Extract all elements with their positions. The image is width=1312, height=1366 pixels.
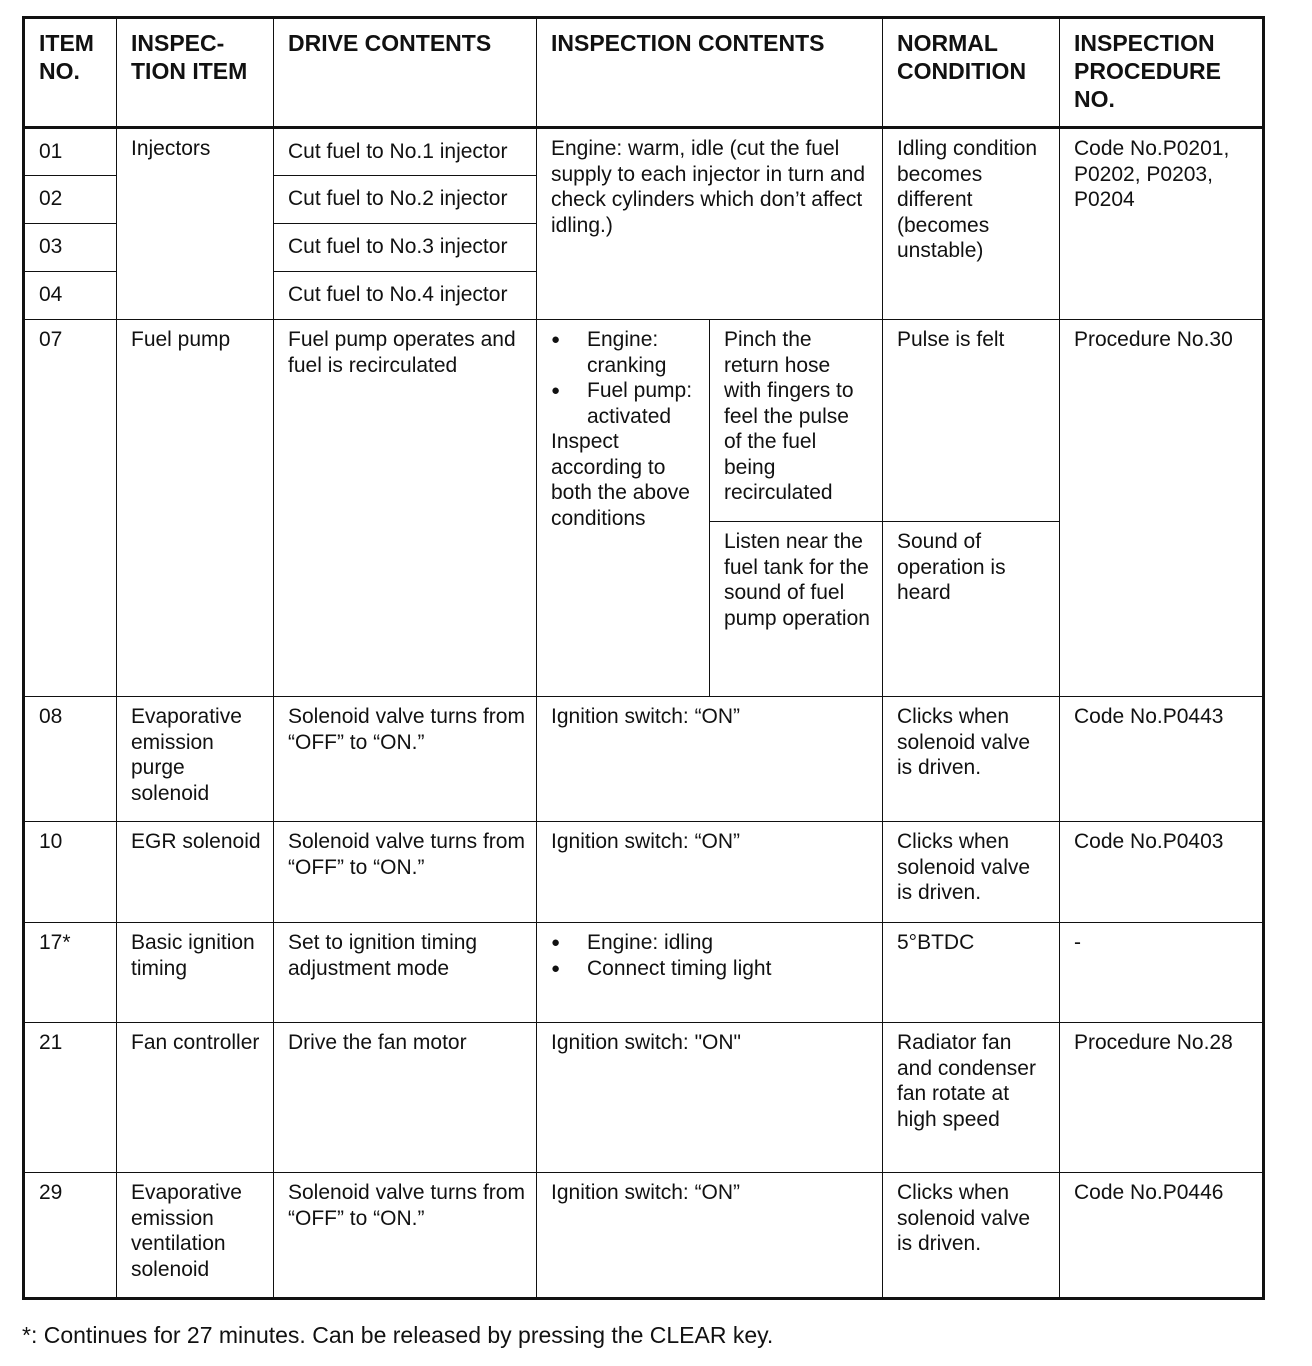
item-no-cell: 21 (24, 1023, 117, 1173)
inspect-note: Inspect according to both the above conditions (551, 430, 690, 530)
normal-condition-cell: Clicks when solenoid valve is driven. (883, 822, 1060, 923)
drive-contents-cell: Solenoid valve turns from “OFF” to “ON.” (274, 822, 537, 923)
drive-contents-cell: Solenoid valve turns from “OFF” to “ON.” (274, 697, 537, 822)
check-method-cell: Listen near the fuel tank for the sound of fuel pump operation (710, 522, 883, 697)
table-row (24, 1173, 1264, 1299)
drive-contents-cell: Drive the fan motor (274, 1023, 537, 1173)
item-no-cell: 10 (24, 822, 117, 923)
drive-contents-cell: Set to ignition timing adjustment mode (274, 923, 537, 1023)
item-no-cell: 29 (24, 1173, 117, 1299)
table-row (24, 320, 1264, 522)
condition-list (551, 930, 872, 981)
header-normal-condition: NORMAL CONDITION (883, 18, 1060, 128)
drive-contents-cell: Cut fuel to No.1 injector (274, 128, 537, 176)
drive-contents-cell: Fuel pump operates and fuel is recirculated (274, 320, 537, 697)
condition-list (551, 327, 699, 429)
item-no-cell: 07 (24, 320, 117, 697)
procedure-cell: Code No.P0446 (1060, 1173, 1264, 1299)
inspection-item-cell: Evaporative emission ventilation solenoid (117, 1173, 274, 1299)
normal-condition-cell: Pulse is felt (883, 320, 1060, 522)
normal-condition-cell: Idling condition becomes different (becomes unstable) (883, 128, 1060, 320)
inspection-conditions-cell (537, 320, 710, 697)
drive-contents-cell: Cut fuel to No.3 injector (274, 224, 537, 272)
table-row (24, 923, 1264, 1023)
normal-condition-cell: Clicks when solenoid valve is driven. (883, 1173, 1060, 1299)
header-drive-contents: DRIVE CONTENTS (274, 18, 537, 128)
table-row (24, 822, 1264, 923)
inspection-item-cell: Evaporative emission purge solenoid (117, 697, 274, 822)
footnote: *: Continues for 27 minutes. Can be released by pressing the CLEAR key. (22, 1322, 774, 1348)
normal-condition-cell: Radiator fan and condenser fan rotate at high speed (883, 1023, 1060, 1173)
normal-condition-cell: 5°BTDC (883, 923, 1060, 1023)
procedure-cell: - (1060, 923, 1264, 1023)
inspection-item-cell: Injectors (117, 128, 274, 320)
check-method-cell: Pinch the return hose with fingers to feel the pulse of the fuel being recirculated (710, 320, 883, 522)
drive-contents-cell: Cut fuel to No.4 injector (274, 272, 537, 320)
header-inspection-item: INSPEC-TION ITEM (117, 18, 274, 128)
table-row (24, 128, 1264, 176)
header-inspection-contents: INSPECTION CONTENTS (537, 18, 883, 128)
inspection-contents-cell: Engine: warm, idle (cut the fuel supply to each injector in turn and check cylinders which don’t affect idling.) (537, 128, 883, 320)
item-no-cell: 04 (24, 272, 117, 320)
procedure-cell: Procedure No.28 (1060, 1023, 1264, 1173)
item-no-cell: 03 (24, 224, 117, 272)
procedure-cell: Procedure No.30 (1060, 320, 1264, 697)
header-row (24, 18, 1264, 128)
procedure-cell: Code No.P0443 (1060, 697, 1264, 822)
inspection-item-cell: Basic ignition timing (117, 923, 274, 1023)
inspection-contents-cell: Ignition switch: "ON" (537, 1023, 883, 1173)
table-row (24, 697, 1264, 822)
procedure-cell: Code No.P0201, P0202, P0203, P0204 (1060, 128, 1264, 320)
list-item: ● Connect timing light (551, 956, 872, 982)
actuator-test-table (22, 16, 1265, 1300)
inspection-item-cell: EGR solenoid (117, 822, 274, 923)
inspection-contents-cell (537, 923, 883, 1023)
header-item-no: ITEM NO. (24, 18, 117, 128)
inspection-contents-cell: Ignition switch: “ON” (537, 1173, 883, 1299)
inspection-item-cell: Fuel pump (117, 320, 274, 697)
item-no-cell: 02 (24, 176, 117, 224)
inspection-contents-cell: Ignition switch: “ON” (537, 822, 883, 923)
table-row (24, 1023, 1264, 1173)
item-no-cell: 08 (24, 697, 117, 822)
item-no-cell: 17* (24, 923, 117, 1023)
drive-contents-cell: Solenoid valve turns from “OFF” to “ON.” (274, 1173, 537, 1299)
inspection-contents-cell: Ignition switch: “ON” (537, 697, 883, 822)
normal-condition-cell: Clicks when solenoid valve is driven. (883, 697, 1060, 822)
drive-contents-cell: Cut fuel to No.2 injector (274, 176, 537, 224)
header-procedure-no: INSPECTION PROCEDURE NO. (1060, 18, 1264, 128)
item-no-cell: 01 (24, 128, 117, 176)
procedure-cell: Code No.P0403 (1060, 822, 1264, 923)
inspection-item-cell: Fan controller (117, 1023, 274, 1173)
normal-condition-cell: Sound of operation is heard (883, 522, 1060, 697)
list-item: ● Engine: cranking (551, 327, 699, 378)
list-item: ● Fuel pump: activated (551, 378, 699, 429)
list-item: ● Engine: idling (551, 930, 872, 956)
